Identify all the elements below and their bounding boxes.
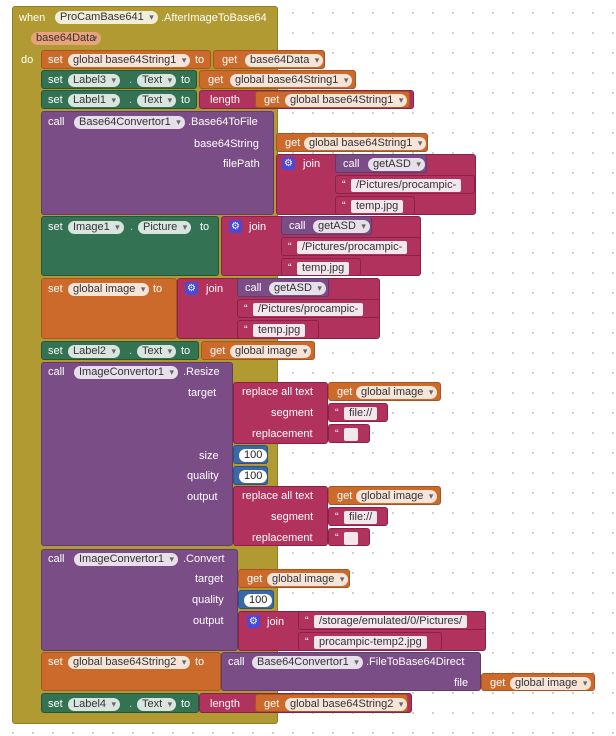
dot-label: . <box>129 345 133 357</box>
property-dropdown[interactable]: Text ▾ <box>137 698 176 711</box>
call-label: call <box>228 656 245 668</box>
method-label: .Convert <box>183 553 225 565</box>
call-filetobase64direct-block[interactable] <box>221 652 481 691</box>
text-block[interactable] <box>281 237 421 256</box>
component-dropdown[interactable]: Label1 ▾ <box>68 94 120 107</box>
number-value[interactable]: 100 <box>244 594 272 607</box>
get-global-image-block[interactable] <box>328 382 441 401</box>
get-label: get <box>337 490 353 502</box>
property-dropdown[interactable]: Text ▾ <box>137 345 176 358</box>
text-value[interactable]: /Pictures/procampic- <box>297 241 407 254</box>
text-value[interactable]: /Pictures/procampic- <box>253 303 363 316</box>
length-label: length <box>210 94 240 106</box>
segment-label: segment <box>271 511 314 523</box>
dot-label: . <box>129 74 133 86</box>
quote-icon: “ <box>244 303 248 315</box>
set-global-base64string2-block[interactable] <box>41 652 221 691</box>
call-label: call <box>48 116 65 128</box>
variable-dropdown[interactable]: global base64String1 ▾ <box>285 94 407 107</box>
component-dropdown[interactable]: Label3 ▾ <box>68 74 120 87</box>
text-block[interactable] <box>298 632 442 651</box>
segment-label: segment <box>271 407 314 419</box>
set-label: set <box>48 698 63 710</box>
replacement-label: replacement <box>252 428 313 440</box>
quote-icon: “ <box>305 636 309 648</box>
variable-dropdown[interactable]: global image ▾ <box>230 345 311 358</box>
get-label: get <box>264 698 280 710</box>
get-global-image-block[interactable] <box>201 341 315 360</box>
call-getasd-block[interactable] <box>335 154 427 173</box>
procedure-dropdown[interactable]: getASD ▾ <box>269 282 326 295</box>
number-block[interactable] <box>233 445 268 464</box>
text-value[interactable]: procampic-temp2.jpg <box>314 636 427 649</box>
set-label2-text-block[interactable] <box>41 341 199 360</box>
set-image1-picture-block[interactable] <box>41 216 219 276</box>
property-dropdown[interactable]: Picture ▾ <box>138 221 191 234</box>
component-dropdown[interactable]: Image1 ▾ <box>68 221 124 234</box>
text-block[interactable] <box>328 528 370 546</box>
arg-size-label: size <box>199 450 219 462</box>
get-label: get <box>490 677 506 689</box>
set-label: set <box>48 283 63 295</box>
to-label: to <box>181 698 191 710</box>
get-global-base64string1-block[interactable] <box>255 91 410 108</box>
get-label: get <box>264 94 280 106</box>
call-resize-block[interactable] <box>41 362 233 546</box>
text-value[interactable] <box>344 428 358 441</box>
replace-all-text-block[interactable] <box>233 382 328 444</box>
gear-icon[interactable]: ⚙ <box>185 282 198 295</box>
get-global-image-block[interactable] <box>328 486 441 505</box>
get-label: get <box>285 137 301 149</box>
variable-dropdown[interactable]: global image ▾ <box>267 573 348 586</box>
text-block[interactable] <box>328 424 370 443</box>
variable-dropdown[interactable]: global image ▾ <box>510 677 591 690</box>
join-label: join <box>267 616 285 628</box>
procedure-dropdown[interactable]: getASD ▾ <box>313 220 370 233</box>
text-block[interactable] <box>335 196 415 215</box>
dot-label: . <box>130 221 134 233</box>
component-dropdown[interactable]: Base64Convertor1 ▾ <box>74 116 185 129</box>
length-label: length <box>210 698 240 710</box>
call-convert-block[interactable] <box>41 549 238 651</box>
to-label: to <box>181 345 191 357</box>
text-value[interactable]: /storage/emulated/0/Pictures/ <box>314 615 467 628</box>
text-block[interactable] <box>237 299 380 318</box>
arg-quality-label: quality <box>187 470 219 482</box>
get-global-image-block[interactable] <box>481 673 595 691</box>
set-global-base64string1-block[interactable] <box>41 50 211 69</box>
set-label: set <box>48 54 63 66</box>
replace-all-text-block[interactable] <box>233 486 328 546</box>
text-value[interactable]: /Pictures/procampic- <box>351 179 461 192</box>
join-label: join <box>206 283 224 295</box>
to-label: to <box>181 74 191 86</box>
variable-dropdown[interactable]: global image ▾ <box>68 283 149 296</box>
to-label: to <box>195 54 205 66</box>
component-dropdown[interactable]: ImageConvertor1 ▾ <box>74 366 178 379</box>
get-global-base64string1-block[interactable] <box>276 133 428 152</box>
number-value[interactable]: 100 <box>239 449 267 462</box>
call-getasd-block[interactable] <box>281 216 372 235</box>
to-label: to <box>181 94 191 106</box>
dot-label: . <box>129 94 133 106</box>
arg-quality-label: quality <box>192 594 224 606</box>
get-label: get <box>222 54 238 66</box>
get-label: get <box>210 345 226 357</box>
get-label: get <box>208 74 224 86</box>
event-name-label: .AfterImageToBase64 <box>161 12 267 24</box>
quote-icon: “ <box>335 511 339 523</box>
component-dropdown[interactable]: Label4 ▾ <box>68 698 120 711</box>
number-value[interactable]: 100 <box>239 470 267 483</box>
variable-dropdown[interactable]: global base64String1 ▾ <box>304 137 426 150</box>
procedure-dropdown[interactable]: getASD ▾ <box>368 158 425 171</box>
join-label: join <box>249 221 267 233</box>
property-dropdown[interactable]: Text ▾ <box>137 74 176 87</box>
set-label: set <box>48 345 63 357</box>
text-value[interactable] <box>344 532 358 545</box>
number-block[interactable] <box>233 466 268 485</box>
method-label: .Base64ToFile <box>188 116 258 128</box>
quote-icon: “ <box>288 241 292 253</box>
text-block[interactable] <box>328 403 388 422</box>
arg-file-label: file <box>454 677 469 689</box>
text-value[interactable]: temp.jpg <box>253 324 305 337</box>
set-label4-text-block[interactable] <box>41 693 199 713</box>
do-label: do <box>21 54 34 66</box>
set-label: set <box>48 94 63 106</box>
get-global-image-block[interactable] <box>238 569 350 588</box>
arg-filepath-label: filePath <box>223 158 260 170</box>
text-value[interactable]: temp.jpg <box>297 262 349 275</box>
replace-label: replace all text <box>242 386 313 398</box>
text-block[interactable] <box>237 320 319 339</box>
set-label: set <box>48 656 63 668</box>
arg-base64string-label: base64String <box>194 138 259 150</box>
text-block[interactable] <box>328 507 388 526</box>
quote-icon: “ <box>305 615 309 627</box>
text-block[interactable] <box>281 258 361 276</box>
get-global-base64string1-block[interactable] <box>199 70 356 89</box>
to-label: to <box>153 283 163 295</box>
quote-icon: “ <box>288 262 292 274</box>
arg-output-label: output <box>187 491 218 503</box>
text-block[interactable] <box>335 175 475 194</box>
call-label: call <box>343 158 360 170</box>
join-label: join <box>303 158 321 170</box>
to-label: to <box>200 221 210 233</box>
call-base64tofile-block[interactable] <box>41 111 274 215</box>
set-global-image-block[interactable] <box>41 278 177 339</box>
replacement-label: replacement <box>252 532 313 544</box>
arg-target-label: target <box>195 573 224 585</box>
get-label: get <box>247 573 263 585</box>
to-label: to <box>195 656 205 668</box>
arg-target-label: target <box>188 387 217 399</box>
component-dropdown[interactable]: Base64Convertor1 ▾ <box>252 656 363 669</box>
replace-label: replace all text <box>242 490 313 502</box>
method-label: .Resize <box>183 366 220 378</box>
quote-icon: “ <box>342 179 346 191</box>
set-label1-text-block[interactable] <box>41 90 197 109</box>
variable-dropdown[interactable]: global base64String2 ▾ <box>68 656 190 669</box>
gear-icon[interactable]: ⚙ <box>282 157 295 170</box>
quote-icon: “ <box>335 428 339 440</box>
variable-dropdown[interactable]: global base64String2 ▾ <box>285 698 407 711</box>
property-dropdown[interactable]: Text ▾ <box>137 94 176 107</box>
when-label: when <box>19 12 46 24</box>
text-value[interactable]: file:// <box>344 511 377 524</box>
set-label: set <box>48 221 63 233</box>
quote-icon: “ <box>335 532 339 544</box>
get-base64data-block[interactable] <box>213 50 325 69</box>
arg-output-label: output <box>193 615 224 627</box>
text-value[interactable]: file:// <box>344 407 377 420</box>
variable-dropdown[interactable]: global base64String1 ▾ <box>68 54 190 67</box>
variable-dropdown[interactable]: global base64String1 ▾ <box>230 74 352 87</box>
set-label3-text-block[interactable] <box>41 70 197 89</box>
method-label: .FileToBase64Direct <box>366 656 465 668</box>
call-label: call <box>289 220 306 232</box>
call-label: call <box>48 366 65 378</box>
variable-dropdown[interactable]: global image ▾ <box>356 490 437 503</box>
variable-dropdown[interactable]: base64Data ▾ <box>245 54 323 67</box>
gear-icon[interactable]: ⚙ <box>247 615 260 628</box>
get-label: get <box>337 386 353 398</box>
component-dropdown[interactable]: ImageConvertor1 ▾ <box>74 553 178 566</box>
call-getasd-block[interactable] <box>237 278 329 297</box>
call-label: call <box>48 553 65 565</box>
call-label: call <box>245 282 262 294</box>
event-param[interactable]: base64Data ▾ <box>31 32 101 45</box>
get-global-base64string2-block[interactable] <box>255 694 408 712</box>
quote-icon: “ <box>244 324 248 336</box>
quote-icon: “ <box>342 200 346 212</box>
gear-icon[interactable]: ⚙ <box>229 220 242 233</box>
event-component-dropdown[interactable]: ProCamBase641 ▾ <box>55 11 158 24</box>
text-block[interactable] <box>298 611 486 630</box>
text-value[interactable]: temp.jpg <box>351 200 403 213</box>
set-label: set <box>48 74 63 86</box>
dot-label: . <box>129 698 133 710</box>
number-block[interactable] <box>238 590 274 609</box>
variable-dropdown[interactable]: global image ▾ <box>356 386 437 399</box>
quote-icon: “ <box>335 407 339 419</box>
component-dropdown[interactable]: Label2 ▾ <box>68 345 120 358</box>
